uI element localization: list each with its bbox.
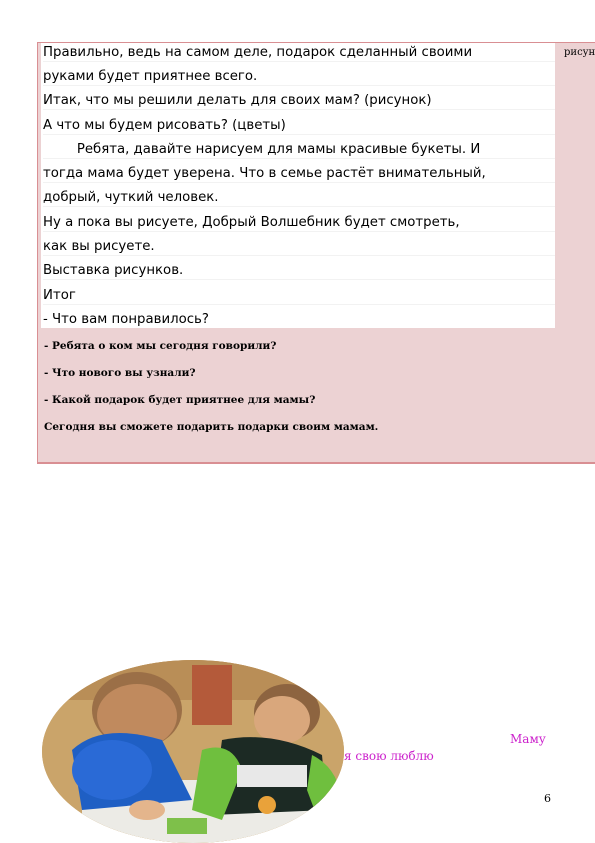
text-line: как вы рисуете. <box>43 239 555 256</box>
side-column-note: рисун <box>564 47 595 58</box>
text-line: добрый, чуткий человек. <box>43 190 555 207</box>
text-line: Итак, что мы решили делать для своих мам? (рисунок) <box>43 93 555 110</box>
question-line: - Ребята о ком мы сегодня говорили? <box>44 340 277 352</box>
text-line: Итог <box>43 288 555 305</box>
text-line: Ребята, давайте нарисуем для мамы красивые букеты. И <box>43 142 555 159</box>
text-line: А что мы будем рисовать? (цветы) <box>43 118 555 135</box>
text-line: руками будет приятнее всего. <box>43 69 555 86</box>
question-line: - Что нового вы узнали? <box>44 367 196 379</box>
text-line: Ну а пока вы рисуете, Добрый Волшебник будет смотреть, <box>43 215 555 232</box>
text-line: Выставка рисунков. <box>43 263 555 280</box>
question-line: - Какой подарок будет приятнее для мамы? <box>44 394 316 406</box>
text-line: Правильно, ведь на самом деле, подарок сделанный своими <box>43 45 555 62</box>
closing-line: Сегодня вы сможете подарить подарки своим мамам. <box>44 421 379 433</box>
text-line: тогда мама будет уверена. Что в семье растёт внимательный, <box>43 166 555 183</box>
text-line: - Что вам понравилось? <box>43 312 209 327</box>
page-number: 6 <box>544 792 551 805</box>
caption-line-1: Маму <box>510 732 546 746</box>
caption-line-2: я свою люблю <box>344 749 434 763</box>
children-drawing-photo <box>42 660 344 843</box>
